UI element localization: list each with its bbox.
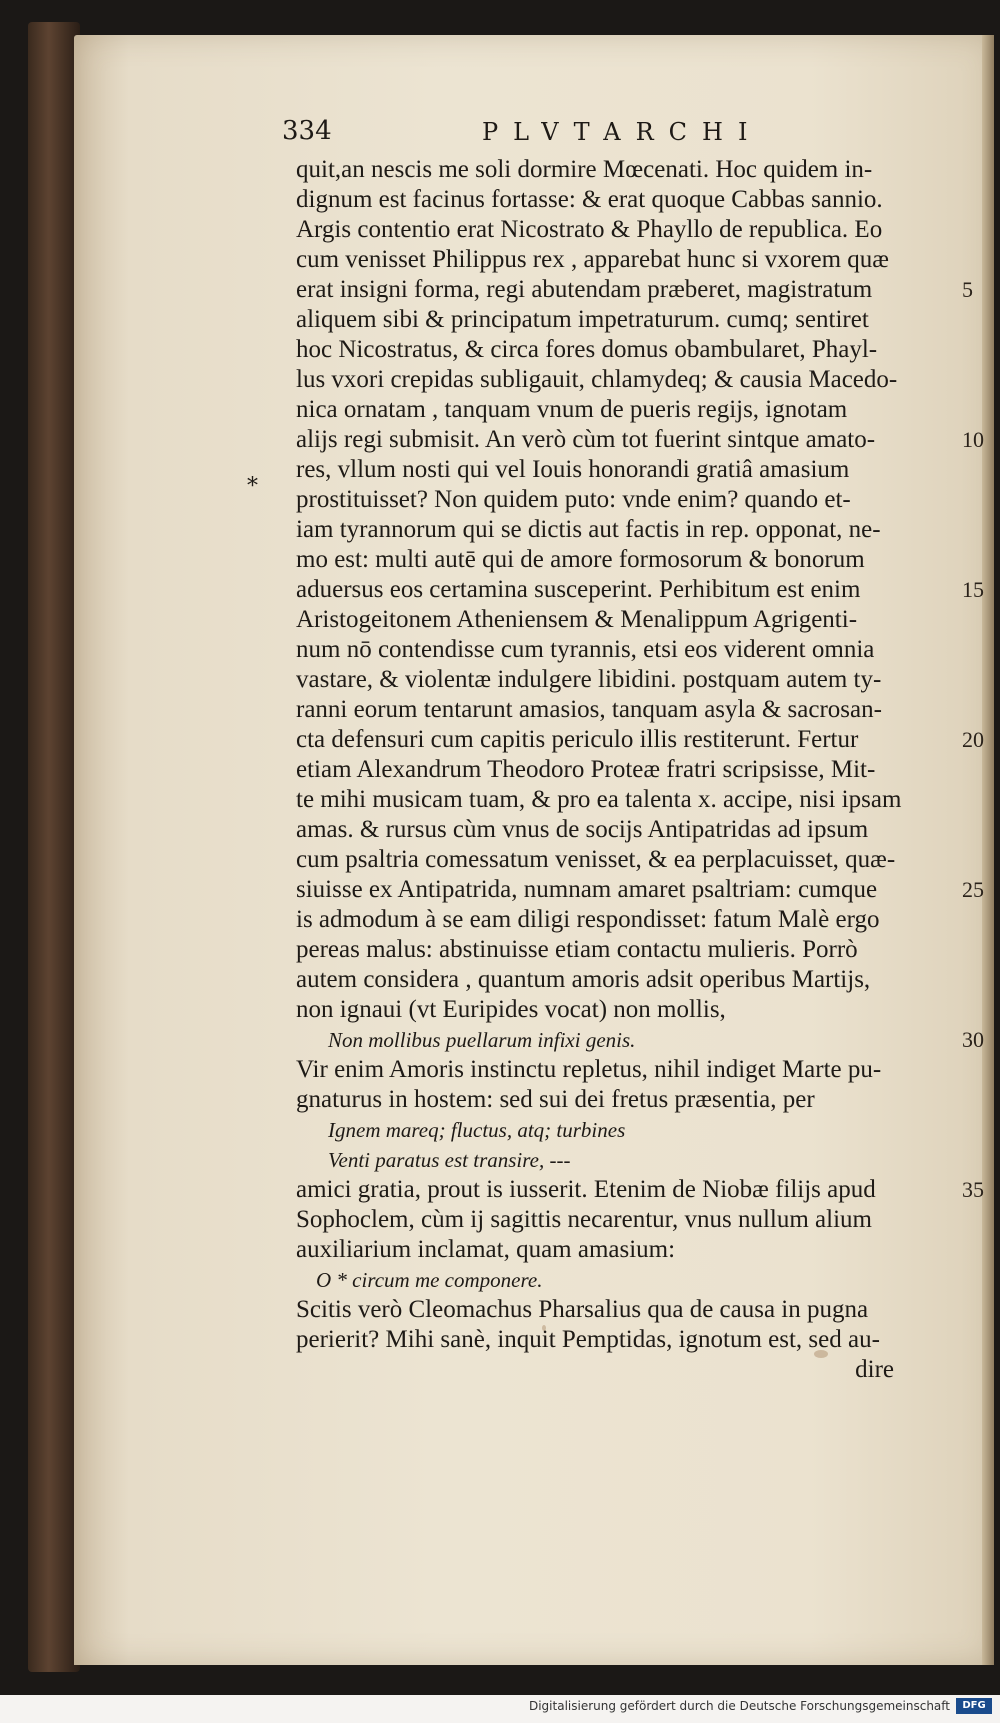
text-line: Non mollibus puellarum infixi genis.	[328, 1028, 636, 1052]
text-line: hoc Nicostratus, & circa fores domus obambularet, Phayl-	[296, 336, 878, 363]
text-line: gnaturus in hostem: sed sui dei fretus præsentia, per	[296, 1086, 815, 1113]
line-number: 30	[962, 1027, 984, 1052]
text-line: num nō contendisse cum tyrannis, etsi eos viderent omnia	[296, 636, 875, 663]
text-line: ranni eorum tentarunt amasios, tanquam asyla & sacrosan-	[296, 696, 882, 723]
text-line: alijs regi submisit. An verò cùm tot fuerint sintque amato-	[296, 426, 876, 453]
text-line: lus vxori crepidas subligauit, chlamydeq; & causia Macedo-	[296, 366, 898, 393]
body-text	[296, 155, 902, 1385]
text-line: vastare, & violentæ indulgere libidini. postquam autem ty-	[296, 666, 882, 693]
text-line: res, vllum nosti qui vel Iouis honorandi gratiâ amasium	[296, 456, 850, 483]
text-line: te mihi musicam tuam, & pro ea talenta x. accipe, nisi ipsam	[296, 786, 902, 813]
text-line: amas. & rursus cùm vnus de socijs Antipatridas ad ipsum	[296, 816, 869, 843]
text-line: cum venisset Philippus rex , apparebat hunc si vxorem quæ	[296, 246, 889, 273]
text-line: prostituisset? Non quidem puto: vnde enim? quando et-	[296, 486, 851, 513]
text-line: Venti paratus est transire, ---	[328, 1148, 571, 1172]
digitization-credit: Digitalisierung gefördert durch die Deutsche Forschungsgemeinschaft	[528, 1699, 950, 1713]
text-line: aliquem sibi & principatum impetraturum. cumq; sentiret	[296, 306, 869, 333]
text-line: dignum est facinus fortasse: & erat quoque Cabbas sannio.	[296, 186, 883, 213]
text-line: Argis contentio erat Nicostrato & Phayllo de republica. Eo	[296, 216, 883, 243]
page-header	[282, 116, 962, 156]
text-line: O * circum me componere.	[316, 1268, 543, 1292]
text-line: Scitis verò Cleomachus Pharsalius qua de causa in pugna	[296, 1296, 869, 1323]
text-line: quit,an nescis me soli dormire Mœcenati. Hoc quidem in-	[296, 156, 873, 183]
line-number: 25	[962, 877, 984, 902]
line-number: 35	[962, 1177, 984, 1202]
text-line: nica ornatam , tanquam vnum de pueris regijs, ignotam	[296, 396, 848, 423]
text-line: aduersus eos certamina susceperint. Perhibitum est enim	[296, 576, 861, 603]
text-line: pereas malus: abstinuisse etiam contactu mulieris. Porrò	[296, 936, 858, 963]
text-line: Aristogeitonem Atheniensem & Menalippum Agrigenti-	[296, 606, 858, 633]
footer-bar	[0, 1695, 1000, 1723]
text-line: amici gratia, prout is iusserit. Etenim de Niobæ filijs apud	[296, 1176, 876, 1203]
text-line: cum psaltria comessatum venisset, & ea perplacuisset, quæ-	[296, 846, 896, 873]
line-number: 10	[962, 427, 984, 452]
text-line: is admodum à se eam diligi respondisset: fatum Malè ergo	[296, 906, 880, 933]
page-number: 334	[282, 116, 332, 146]
text-line: autem considera , quantum amoris adsit operibus Martijs,	[296, 966, 871, 993]
margin-asterisk: *	[247, 474, 258, 499]
text-line: erat insigni forma, regi abutendam præberet, magistratum	[296, 276, 873, 303]
text-line: perierit? Mihi sanè, inquit Pemptidas, ignotum est, sed au-	[296, 1326, 880, 1353]
text-line: iam tyrannorum qui se dictis aut factis in rep. opponat, ne-	[296, 516, 881, 543]
line-number: 5	[962, 277, 973, 302]
text-line: Sophoclem, cùm ij sagittis necarentur, vnus nullum alium	[296, 1206, 872, 1233]
text-line: mo est: multi autē qui de amore formosorum & bonorum	[296, 546, 865, 573]
book-binding-edge	[28, 22, 80, 1672]
text-line: auxiliarium inclamat, quam amasium:	[296, 1236, 676, 1263]
text-line: non ignaui (vt Euripides vocat) non mollis,	[296, 996, 726, 1023]
text-line: cta defensuri cum capitis periculo illis restiterunt. Fertur	[296, 726, 859, 753]
text-line: Vir enim Amoris instinctu repletus, nihil indiget Marte pu-	[296, 1056, 882, 1083]
text-line: siuisse ex Antipatrida, numnam amaret psaltriam: cumque	[296, 876, 878, 903]
line-number: 15	[962, 577, 984, 602]
dfg-logo: DFG	[956, 1698, 992, 1714]
running-title: PLVTARCHI	[482, 118, 763, 146]
text-line: etiam Alexandrum Theodoro Proteæ fratri scripsisse, Mit-	[296, 756, 876, 783]
line-number: 20	[962, 727, 984, 752]
text-line: Ignem mareq; fluctus, atq; turbines	[328, 1118, 626, 1142]
text-line: dire	[855, 1356, 894, 1383]
